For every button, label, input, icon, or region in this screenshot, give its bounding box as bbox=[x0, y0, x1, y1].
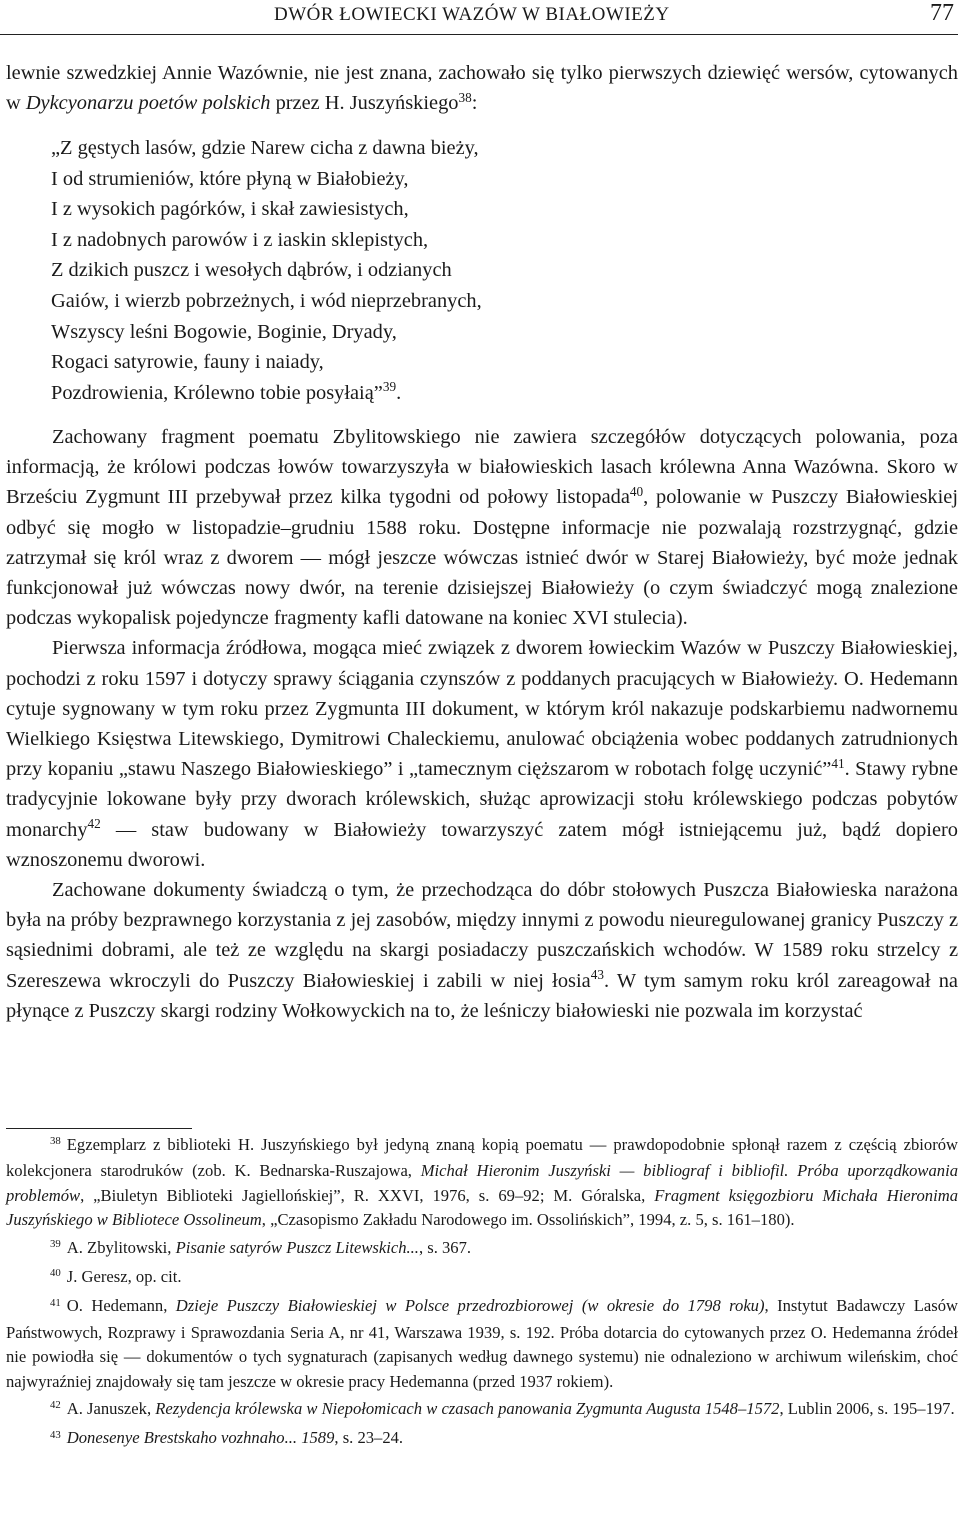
footnote-text: , „Biuletyn Biblioteki Jagiellońskiej”, R. XXVI, 1976, s. 69–92; M. Góralska, bbox=[80, 1185, 655, 1205]
paragraph-text: . W tym samym roku król zareagował na płynące z Puszczy skargi rodziny Wołkowyckich na to, że leśniczy białowieski nie pozwala im korzystać bbox=[6, 969, 958, 1022]
footnote-italic: Fragment księgozbioru Michała Hieronima Juszyńskiego w Bibliotece Ossolineum bbox=[6, 1185, 958, 1230]
footnote-ref-42[interactable]: 42 bbox=[87, 816, 101, 832]
running-title: DWÓR ŁOWIECKI WAZÓW W BIAŁOWIEŻY bbox=[274, 4, 670, 25]
footnote-italic: Michał Hieronim Juszyński — bibliograf i bibliofil. Próba uporządkowania problemów bbox=[6, 1161, 958, 1205]
footnote-italic: Rezydencja królewska w Niepołomicach w czasach panowania Zygmunta Augusta 1548–1572 bbox=[155, 1399, 780, 1419]
paragraph-text: — staw budowany w Białowieży towarzyszyć zatem mógł istniejącemu już, bądź dopiero wznoszonemu dworowi. bbox=[6, 818, 958, 871]
poem-line: I z nadobnych parowów i z iaskin sklepistych, bbox=[51, 228, 429, 251]
paragraph-1 bbox=[6, 422, 958, 633]
footnote-text: A. Zbylitowski, bbox=[66, 1237, 176, 1257]
poem-line-text: Pozdrowienia, Królewno tobie posyłaią” bbox=[51, 381, 383, 404]
intro-text-2: przez H. Juszyńskiego bbox=[270, 92, 459, 114]
footnote-ref-41[interactable]: 41 bbox=[831, 755, 845, 771]
poem-line: Z dzikich puszcz i wesołych dąbrów, i odzianych bbox=[51, 259, 452, 282]
paragraph-text: . Stawy rybne tradycyjnie lokowane były przy dworach królewskich, służąc aprowizacji stołu królewskiego podczas pobytów monarchy bbox=[6, 758, 959, 841]
poem-line: I z wysokich pagórków, i skał zawiesistych, bbox=[51, 198, 409, 221]
page-number: 77 bbox=[930, 0, 954, 26]
footnote-separator bbox=[6, 1128, 192, 1129]
poem-line: „Z gęstych lasów, gdzie Narew cicha z dawna bieży, bbox=[51, 137, 479, 159]
poem-line: I od strumieniów, które płyną w Białobieży, bbox=[51, 167, 409, 190]
paragraph-text: Zachowane dokumenty świadczą o tym, że przechodząca do dóbr stołowych Puszcza Białowieska narażona była na próby bezprawnego korzystania z jej zasobów, między innymi z powodu nieuregulowanej granicy Puszczy z sąsiednimi dobrami, ale też ze względu na skargi posiadaczy puszczańskich wchodów. W 1589 roku strzelcy z Szereszewa wkroczyli do Puszczy Białowieskiej i zabili w niej łosia bbox=[6, 879, 958, 992]
paragraph-text: , polowanie w Puszczy Białowieskiej odbyć się mogło w listopadzie–grudniu 1588 roku. Dostępne informacje nie pozwalają rozstrzygnąć, gdzie zatrzymał się król wraz z dworem — mógł jeszcze wówczas istnieć dwór w Starej Białowieży, być może jednak funkcjonował już wówczas nowy dwór, na terenie dzisiejszej Białowieży (o czym świadczyć mogą znalezione podczas wykopalisk pojedyncze fragmenty kafli datowane na koniec XVI stulecia). bbox=[6, 486, 958, 630]
footnote-text: J. Geresz, op. cit. bbox=[66, 1267, 182, 1287]
footnote-text: Egzemplarz z biblioteki H. Juszyńskiego był jedyną znaną kopią poematu — prawdopodobnie spłonął razem z częścią zbiorów kolekcjonera starodruków (zob. K. Bednarska-Ruszajowa, bbox=[6, 1135, 958, 1181]
main-text bbox=[6, 422, 958, 1026]
poem-line-last bbox=[51, 378, 482, 409]
paragraph-2 bbox=[6, 633, 958, 875]
footnote-42 bbox=[6, 1397, 958, 1423]
running-header bbox=[0, 0, 958, 35]
poem-line: Wszyscy leśni Bogowie, Boginie, Dryady, bbox=[51, 320, 397, 343]
footnote-text: O. Hedemann, bbox=[66, 1296, 176, 1316]
footnote-ref-40[interactable]: 40 bbox=[629, 484, 644, 500]
paragraph-text: Pierwsza informacja źródłowa, mogąca mieć związek z dworem łowieckim Wazów w Puszczy Białowieskiej, pochodzi z roku 1597 i dotyczy sprawy ściągania czynszów z poddanych pracujących w Białowieży. O. Hedemann cytuje sygnowany w tym roku przez Zygmunta III dokument, w którym król nakazuje podskarbiemu nadwornemu Wielkiego Księstwa Litewskiego, Dymitrowi Chaleckiemu, anulować obciążenia wobec poddanych zatrudnionych przy kopaniu „stawu Naszego Białowieskiego” i „tamecznym cięższarom w robotach folgę uczynić” bbox=[6, 637, 958, 781]
poem-line: Rogaci satyrowie, fauny i naiady, bbox=[51, 351, 324, 374]
footnote-43 bbox=[6, 1426, 958, 1452]
footnote-39 bbox=[6, 1236, 958, 1262]
footnote-number: 39 bbox=[50, 1237, 61, 1250]
intro-paragraph bbox=[6, 58, 958, 118]
footnote-number: 38 bbox=[50, 1135, 61, 1148]
footnote-text: , s. 23–24. bbox=[334, 1428, 404, 1448]
footnote-ref-38[interactable]: 38 bbox=[458, 89, 472, 105]
poem-line-end: . bbox=[396, 381, 402, 404]
footnote-40 bbox=[6, 1265, 958, 1291]
footnote-text: , „Czasopismo Zakładu Narodowego im. Ossolińskich”, 1994, z. 5, s. 161–180). bbox=[261, 1210, 795, 1230]
footnote-number: 40 bbox=[50, 1267, 61, 1280]
footnote-38 bbox=[6, 1133, 958, 1233]
intro-colon: : bbox=[471, 92, 478, 114]
footnote-text: , Instytut Badawczy Lasów Państwowych, Rozprawy i Sprawozdania Seria A, nr 41, Warszawa 1939, s. 192. Próba dotarcia do cytowanych przez O. Hedemanna źródeł nie powiodła się — dokumentów o tych sygnaturach (zapisanych według dawnego systemu) nie odnaleziono w archiwum wileńskim, choć najwyraźniej znajdowały się tam jeszcze w okresie pracy Hedemanna (przed 1937 rokiem). bbox=[6, 1296, 958, 1391]
poem-quotation bbox=[51, 133, 482, 408]
footnote-ref-43[interactable]: 43 bbox=[590, 967, 604, 983]
footnote-text: , s. 367. bbox=[418, 1237, 472, 1257]
footnote-italic: Dzieje Puszczy Białowieskiej w Polsce przedrozbiorowej (w okresie do 1798 roku) bbox=[175, 1296, 765, 1316]
footnote-41 bbox=[6, 1294, 958, 1394]
footnote-ref-39[interactable]: 39 bbox=[382, 379, 397, 395]
footnote-italic: Donesenye Brestskaho vozhnaho... 1589 bbox=[66, 1428, 335, 1448]
footnotes bbox=[6, 1133, 958, 1456]
footnote-italic: Pisanie satyrów Puszcz Litewskich... bbox=[175, 1237, 419, 1257]
poem-line: Gaiów, i wierzb pobrzeżnych, i wód nieprzebranych, bbox=[51, 289, 482, 312]
paragraph-text: Zachowany fragment poematu Zbylitowskiego nie zawiera szczegółów dotyczących polowania, poza informacją, że królowi podczas łowów towarzyszyła w białowieskich lasach królewna Anna Wazówna. Skoro w Brześciu Zygmunt III przebywał przez kilka tygodni od połowy listopada bbox=[6, 426, 958, 509]
paragraph-3 bbox=[6, 875, 958, 1026]
footnote-number: 42 bbox=[50, 1399, 61, 1412]
footnote-text: A. Januszek, bbox=[66, 1399, 156, 1419]
footnote-number: 43 bbox=[50, 1428, 61, 1441]
footnote-text: , Lublin 2006, s. 195–197. bbox=[779, 1399, 955, 1419]
footnote-number: 41 bbox=[50, 1296, 61, 1309]
intro-italic-title: Dykcyonarzu poetów polskich bbox=[25, 92, 271, 114]
intro-text: lewnie szwedzkiej Annie Wazównie, nie jest znana, zachowało się tylko pierwszych dziewięć wersów, cytowanych w bbox=[6, 62, 958, 114]
